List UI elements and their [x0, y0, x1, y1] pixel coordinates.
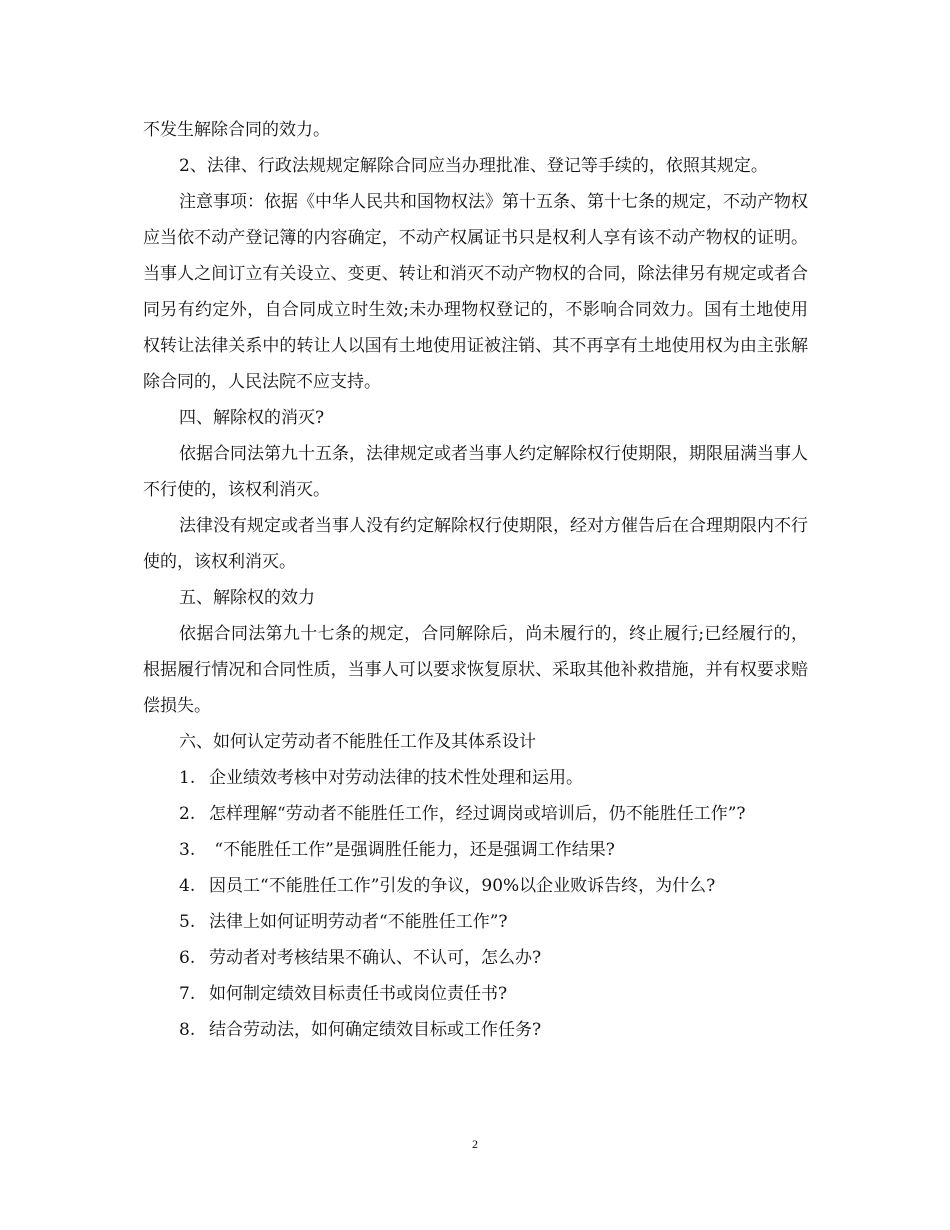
paragraph: 不发生解除合同的效力。: [143, 120, 330, 140]
section-heading: 五、解除权的效力: [179, 588, 315, 608]
paragraph: 依据合同法第九十七条的规定，合同解除后，尚未履行的，终止履行;已经履行的，根据履行情况和合同性质，当事人可以要求恢复原状、采取其他补救措施，并有权要求赔偿损失。: [143, 624, 808, 716]
list-number: 3.: [179, 840, 196, 860]
list-item: [143, 796, 808, 832]
list-text: 怎样理解“劳动者不能胜任工作，经过调岗或培训后，仍不能胜任工作”?: [209, 804, 746, 824]
list-number: 1.: [179, 768, 196, 788]
list-text: 因员工“不能胜任工作”引发的争议，90%以企业败诉告终，为什么?: [209, 876, 716, 896]
list-text: 劳动者对考核结果不确认、不认可，怎么办?: [209, 948, 542, 968]
list-item: [143, 1012, 808, 1048]
list-item: [143, 940, 808, 976]
list-item: [143, 760, 808, 796]
list-number: 7.: [179, 984, 196, 1004]
document-body: [143, 112, 808, 1048]
list-number: 8.: [179, 1020, 196, 1040]
list-number: 5.: [179, 912, 196, 932]
paragraph: 2、法律、行政法规规定解除合同应当办理批准、登记等手续的，依照其规定。: [179, 156, 768, 176]
paragraph: 法律没有规定或者当事人没有约定解除权行使期限，经对方催告后在合理期限内不行使的，该权利消灭。: [143, 516, 808, 572]
list-item: [143, 832, 808, 868]
section-heading: 六、如何认定劳动者不能胜任工作及其体系设计: [179, 732, 536, 752]
list-item: [143, 868, 808, 904]
numbered-list: [143, 760, 808, 1048]
list-text: 结合劳动法，如何确定绩效目标或工作任务?: [209, 1020, 542, 1040]
list-text: 法律上如何证明劳动者“不能胜任工作”?: [209, 912, 508, 932]
page-number: 2: [472, 1137, 478, 1151]
list-text: “不能胜任工作”是强调胜任能力，还是强调工作结果?: [209, 840, 615, 860]
list-text: 企业绩效考核中对劳动法律的技术性处理和运用。: [209, 768, 583, 788]
section-heading: 四、解除权的消灭?: [179, 408, 325, 428]
list-number: 2.: [179, 804, 196, 824]
list-text: 如何制定绩效目标责任书或岗位责任书?: [209, 984, 508, 1004]
list-number: 6.: [179, 948, 196, 968]
paragraph: 依据合同法第九十五条，法律规定或者当事人约定解除权行使期限，期限届满当事人不行使的，该权利消灭。: [143, 444, 808, 500]
list-item: [143, 976, 808, 1012]
list-item: [143, 904, 808, 940]
paragraph: 注意事项：依据《中华人民共和国物权法》第十五条、第十七条的规定，不动产物权应当依不动产登记簿的内容确定，不动产权属证书只是权利人享有该不动产物权的证明。当事人之间订立有关设立、变更、转让和消灭不动产物权的合同，除法律另有规定或者合同另有约定外，自合同成立时生效;未办理物权登记的，不影响合同效力。国有土地使用权转让法律关系中的转让人以国有土地使用证被注销、其不再享有土地使用权为由主张解除合同的，人民法院不应支持。: [143, 192, 808, 392]
list-number: 4.: [179, 876, 196, 896]
